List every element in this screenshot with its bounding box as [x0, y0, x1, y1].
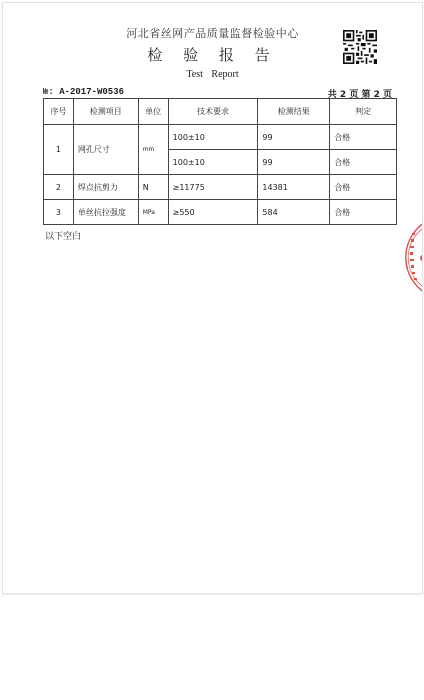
column-header: 技术要求 — [168, 99, 258, 125]
requirement: 100±10 — [168, 125, 258, 150]
row-number: 1 — [44, 125, 74, 175]
organization-name: 河北省丝网产品质量监督检验中心 — [126, 27, 299, 40]
column-header: 序号 — [44, 99, 74, 125]
results-table — [43, 98, 397, 225]
result: 99 — [258, 150, 330, 175]
verdict: 合格 — [330, 200, 397, 225]
official-seal-stamp — [401, 215, 423, 300]
column-header: 检测项目 — [73, 99, 138, 125]
report-sheet — [2, 2, 423, 594]
requirement: 100±10 — [168, 150, 258, 175]
column-header: 检测结果 — [258, 99, 330, 125]
qr-code-icon — [343, 30, 377, 64]
verdict: 合格 — [330, 150, 397, 175]
unit: N — [138, 175, 168, 200]
page-info: 共 2 页 第 2 页 — [327, 90, 392, 100]
row-number: 3 — [44, 200, 74, 225]
report-number: №: A-2017-W0536 — [43, 87, 125, 97]
row-number: 2 — [44, 175, 74, 200]
unit: MPa — [138, 200, 168, 225]
requirement: ≥11775 — [168, 175, 258, 200]
table-row — [44, 175, 397, 200]
table-row — [44, 200, 397, 225]
unit: mm — [138, 125, 168, 175]
test-item: 网孔尺寸 — [73, 125, 138, 175]
result: 584 — [258, 200, 330, 225]
test-item: 单丝抗拉强度 — [73, 200, 138, 225]
result: 99 — [258, 125, 330, 150]
end-of-content-note: 以下空白 — [45, 232, 82, 242]
table-row — [44, 125, 397, 150]
test-item: 焊点抗剪力 — [73, 175, 138, 200]
column-header: 单位 — [138, 99, 168, 125]
result: 14381 — [258, 175, 330, 200]
verdict: 合格 — [330, 125, 397, 150]
verdict: 合格 — [330, 175, 397, 200]
requirement: ≥550 — [168, 200, 258, 225]
table-header-row — [44, 99, 397, 125]
report-subtitle: Test Report — [186, 69, 239, 80]
report-title: 检 验 报 告 — [147, 46, 278, 64]
column-header: 判定 — [330, 99, 397, 125]
